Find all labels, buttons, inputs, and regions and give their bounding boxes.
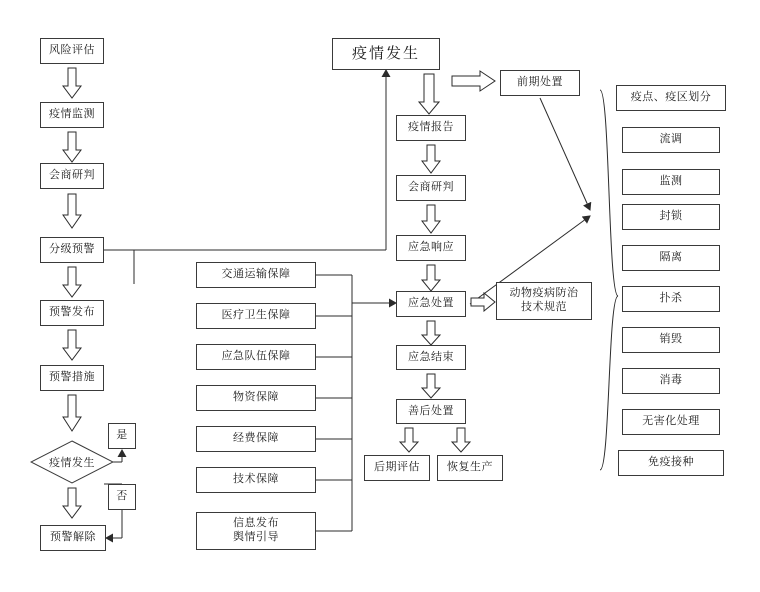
node-pre-disposal[interactable]: [500, 70, 580, 96]
node-label: 应急响应: [408, 241, 454, 254]
node-label: 预警解除: [50, 531, 96, 544]
arrow-disposal-to-regulations: [470, 292, 496, 317]
node-label: 预警措施: [49, 371, 95, 384]
node-medical-support[interactable]: [196, 303, 316, 329]
node-emergency-disposal[interactable]: [396, 291, 466, 317]
node-risk-assessment[interactable]: [40, 38, 104, 64]
node-label: 应急结束: [408, 350, 454, 363]
node-label-line2: 舆情引导: [233, 531, 279, 543]
node-label: 交通运输保障: [221, 268, 291, 281]
node-epidemic-monitoring[interactable]: [40, 102, 104, 128]
decision-outbreak-occurred[interactable]: [30, 440, 114, 484]
node-label: 是: [116, 429, 128, 442]
node-yes-branch[interactable]: [108, 423, 136, 449]
node-epidemic-zone-division[interactable]: [616, 85, 726, 111]
node-label: 消毒: [659, 374, 683, 387]
node-emergency-response[interactable]: [396, 235, 466, 261]
node-label: 免疫接种: [648, 456, 694, 469]
node-label: 分级预警: [49, 243, 95, 256]
node-resume-production[interactable]: [437, 455, 503, 481]
node-joint-consultation-center[interactable]: [396, 175, 466, 201]
node-label: 技术保障: [233, 473, 279, 486]
arrow-down-left-4: [61, 265, 83, 304]
node-label: 疫情报告: [408, 121, 454, 134]
node-technical-support[interactable]: [196, 467, 316, 493]
arrow-down-left-1: [61, 66, 83, 105]
node-immunization[interactable]: [618, 450, 724, 476]
decision-label: 疫情发生: [49, 457, 95, 469]
node-warning-measures[interactable]: [40, 365, 104, 391]
node-label: 无害化处理: [642, 415, 700, 428]
node-label: 封锁: [659, 210, 683, 223]
node-label-line1: 动物疫病防治: [509, 287, 579, 300]
node-aftermath-disposal[interactable]: [396, 399, 466, 424]
node-material-support[interactable]: [196, 385, 316, 411]
arrow-title-to-pre-disposal: [450, 70, 498, 97]
node-label: 否: [116, 490, 128, 503]
node-joint-consultation-left[interactable]: [40, 163, 104, 189]
node-label-line2: 技术规范: [521, 301, 567, 313]
node-emergency-team-support[interactable]: [196, 344, 316, 370]
node-label: 恢复生产: [447, 461, 493, 474]
arrow-down-left-7: [61, 486, 83, 525]
node-label: 后期评估: [374, 461, 420, 474]
node-label: 流调: [659, 133, 683, 146]
node-label: 销毁: [659, 333, 683, 346]
node-emergency-end[interactable]: [396, 345, 466, 370]
node-outbreak-occurrence-title[interactable]: [332, 38, 440, 70]
arrow-down-left-3: [61, 192, 83, 235]
node-epidemic-report[interactable]: [396, 115, 466, 141]
node-label: 会商研判: [408, 181, 454, 194]
arrow-down-left-6: [61, 393, 83, 438]
arrow-down-left-5: [61, 328, 83, 367]
node-technical-regulations[interactable]: [496, 282, 592, 320]
node-label: 风险评估: [49, 44, 95, 57]
node-label: 应急队伍保障: [221, 350, 291, 363]
node-label: 疫点、疫区划分: [630, 91, 712, 104]
node-label-line1: 信息发布: [233, 517, 279, 530]
node-label: 善后处置: [408, 404, 454, 417]
node-post-evaluation[interactable]: [364, 455, 430, 481]
node-label: 前期处置: [517, 76, 563, 89]
node-label: 物资保障: [233, 391, 279, 404]
node-label: 医疗卫生保障: [221, 309, 291, 322]
node-label: 疫情发生: [351, 44, 420, 62]
node-no-branch[interactable]: [108, 484, 136, 510]
node-label: 预警发布: [49, 306, 95, 319]
node-transport-support[interactable]: [196, 262, 316, 288]
node-epidemiological-survey[interactable]: [622, 127, 720, 153]
node-label: 隔离: [659, 251, 683, 264]
node-harmless-treatment[interactable]: [622, 409, 720, 435]
node-culling[interactable]: [622, 286, 720, 312]
node-monitoring[interactable]: [622, 169, 720, 195]
node-label: 监测: [659, 175, 683, 188]
node-isolation[interactable]: [622, 245, 720, 271]
node-information-release[interactable]: [196, 512, 316, 550]
node-warning-release[interactable]: [40, 300, 104, 326]
node-disinfection[interactable]: [622, 368, 720, 394]
node-graded-warning[interactable]: [40, 237, 104, 263]
node-label: 应急处置: [408, 297, 454, 310]
node-label: 疫情监测: [49, 108, 95, 121]
node-warning-lifted[interactable]: [40, 525, 106, 551]
node-funding-support[interactable]: [196, 426, 316, 452]
node-destruction[interactable]: [622, 327, 720, 353]
node-label: 会商研判: [49, 169, 95, 182]
arrow-title-to-report: [418, 72, 440, 121]
node-label: 扑杀: [659, 292, 683, 305]
node-blockade[interactable]: [622, 204, 720, 230]
node-label: 经费保障: [233, 432, 279, 445]
